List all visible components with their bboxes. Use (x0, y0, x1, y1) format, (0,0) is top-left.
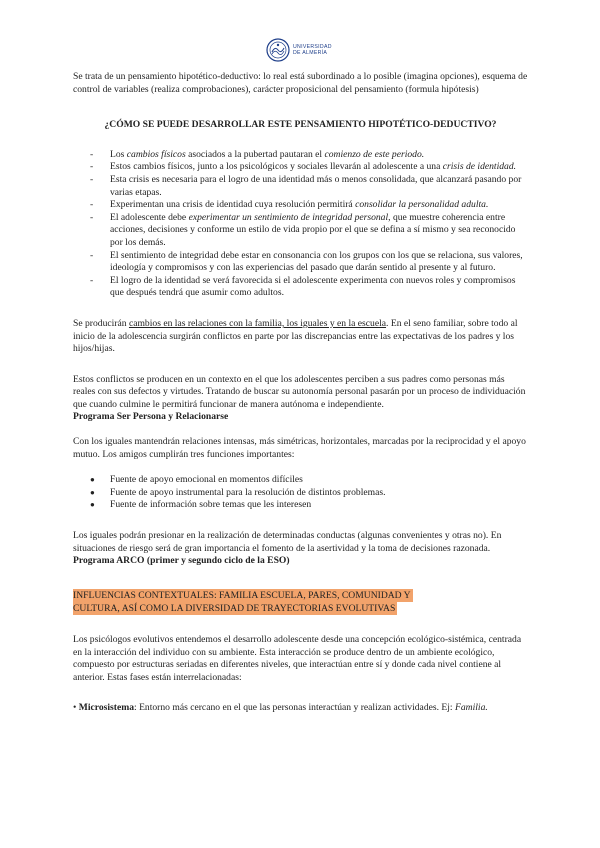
micro-example: Familia. (455, 702, 488, 714)
item-text: Estos cambios físicos, junto a los psicológicos y sociales llevarán al adolescente a una (110, 161, 443, 173)
list-item (73, 499, 528, 512)
dash-marker: - (90, 161, 94, 173)
dash-marker: - (90, 249, 94, 261)
item-text: El sentimiento de integridad debe estar en consonancia con los grupos con los que se relaciona, sus valores, ideología y compromisos y con las experiencias del pasado que darán sentido al presente y al futuro. (110, 249, 523, 274)
item-text: Fuente de información sobre temas que les interesen (110, 499, 312, 511)
micro-text: : Entorno más cercano en el que las personas interactúan y realizan actividades. Ej: (134, 702, 455, 714)
pressure-paragraph: Los iguales podrán presionar en la realización de determinadas conductas (algunas convenientes y otras no). En situaciones de riesgo será de gran importancia el fomento de la asertividad y la toma de decisiones razonada. (73, 530, 502, 554)
item-text: Esta crisis es necesaria para el logro de una identidad más o menos consolidada, que alcanzará pasando por varias etapas. (110, 173, 522, 198)
relations-paragraph (73, 318, 528, 356)
item-text: , que muestre coherencia entre acciones, decisiones y conforme un estilo de vida propio por el que se defina a sí mismo y sea reconocido por los demás. (110, 211, 516, 248)
item-italic: consolidar la personalidad adulta. (355, 199, 489, 211)
list-item (73, 474, 528, 487)
bullet-marker: ● (90, 475, 95, 485)
list-item (73, 275, 528, 300)
micro-term: Microsistema (78, 702, 134, 714)
university-name (293, 44, 332, 56)
list-item (73, 174, 528, 199)
microsystem-paragraph (73, 702, 528, 715)
dash-marker: - (90, 211, 94, 223)
item-text: El logro de la identidad se verá favorecida si el adolescente experimenta con nuevos roles y compromisos que después tendrá que asumir como adultos. (110, 274, 516, 299)
document-body (73, 71, 528, 715)
relations-pre: Se producirán (73, 317, 129, 329)
bullet-marker: ● (90, 487, 95, 497)
item-italic: cambios físicos (126, 148, 186, 160)
highlight-line-2: CULTURA, ASÍ COMO LA DIVERSIDAD DE TRAYECTORIAS EVOLUTIVAS (73, 603, 396, 615)
relations-underlined: cambios en las relaciones con la familia, los iguales y en la escuela (128, 317, 387, 329)
ecological-paragraph: Los psicólogos evolutivos entendemos el desarrollo adolescente desde una concepción ecológico-sistémica, centrada en la interacción del individuo con su ambiente. Esta interacción se produce dentro de un ambiente ecológico, compuesto por estructuras seriadas en diferentes niveles, que interactúan entre sí y donde cada nivel contiene al anterior. Estas fases están interrelacionadas: (73, 634, 522, 683)
program-ser-persona: Programa Ser Persona y Relacionarse (73, 411, 229, 423)
item-italic: comienzo de este periodo. (324, 148, 425, 160)
bullet-marker: ● (90, 500, 95, 510)
list-item (73, 212, 528, 250)
program-arco: Programa ARCO (primer y segundo ciclo de la ESO) (73, 555, 290, 567)
bullet-list (73, 474, 528, 512)
item-text: asociados a la pubertad pautaran el (185, 148, 325, 160)
intro-paragraph: Se trata de un pensamiento hipotético-deductivo: lo real está subordinado a lo posible (imagina opciones), esquema de control de variables (realiza comprobaciones), carácter proposicional del pensamiento (formula hipótesis) (73, 71, 528, 95)
micro-marker: • (73, 702, 77, 714)
highlight-line-1: INFLUENCIAS CONTEXTUALES: FAMILIA ESCUELA, PARES, COMUNIDAD Y (73, 589, 411, 601)
highlighted-heading (73, 589, 528, 616)
item-italic: crisis de identidad. (442, 161, 517, 173)
relations-post: . En el seno familiar, sobre todo al inicio de la adolescencia surgirán conflictos en parte por las discrepancias entre las expectativas de los padres y los hijos/hijas. (73, 317, 518, 355)
list-item (73, 250, 528, 275)
item-text: Fuente de apoyo emocional en momentos difíciles (110, 474, 303, 486)
logo-line-2: DE ALMERÍA (293, 50, 328, 56)
list-item (73, 487, 528, 500)
item-text: El adolescente debe (110, 211, 189, 223)
item-italic: experimentar un sentimiento de integridad personal (188, 211, 389, 223)
university-seal-icon (266, 38, 290, 62)
dash-marker: - (90, 173, 94, 185)
list-item (73, 149, 528, 162)
section-heading: ¿CÓMO SE PUEDE DESARROLLAR ESTE PENSAMIENTO HIPOTÉTICO-DEDUCTIVO? (104, 119, 497, 131)
conflicts-paragraph: Estos conflictos se producen en un contexto en el que los adolescentes perciben a sus padres como personas más reales con sus defectos y virtudes. Tratando de buscar su autonomía personal pasarán por un proceso de individuación que cuando culmine le permitirá funcionar de manera autónoma e independiente. (73, 373, 526, 410)
logo-line-1: UNIVERSIDAD (293, 44, 332, 50)
dash-marker: - (90, 148, 94, 160)
university-logo (266, 37, 346, 63)
dash-marker: - (90, 274, 94, 286)
item-text: Los (110, 148, 127, 160)
list-item (73, 199, 528, 212)
dash-marker: - (90, 199, 94, 211)
list-item (73, 161, 528, 174)
dash-list (73, 149, 528, 300)
item-text: Fuente de apoyo instrumental para la resolución de distintos problemas. (110, 486, 386, 498)
peers-paragraph: Con los iguales mantendrán relaciones intensas, más simétricas, horizontales, marcadas por la reciprocidad y el apoyo mutuo. Los amigos cumplirán tres funciones importantes: (73, 436, 526, 460)
item-text: Experimentan una crisis de identidad cuya resolución permitirá (110, 199, 356, 211)
